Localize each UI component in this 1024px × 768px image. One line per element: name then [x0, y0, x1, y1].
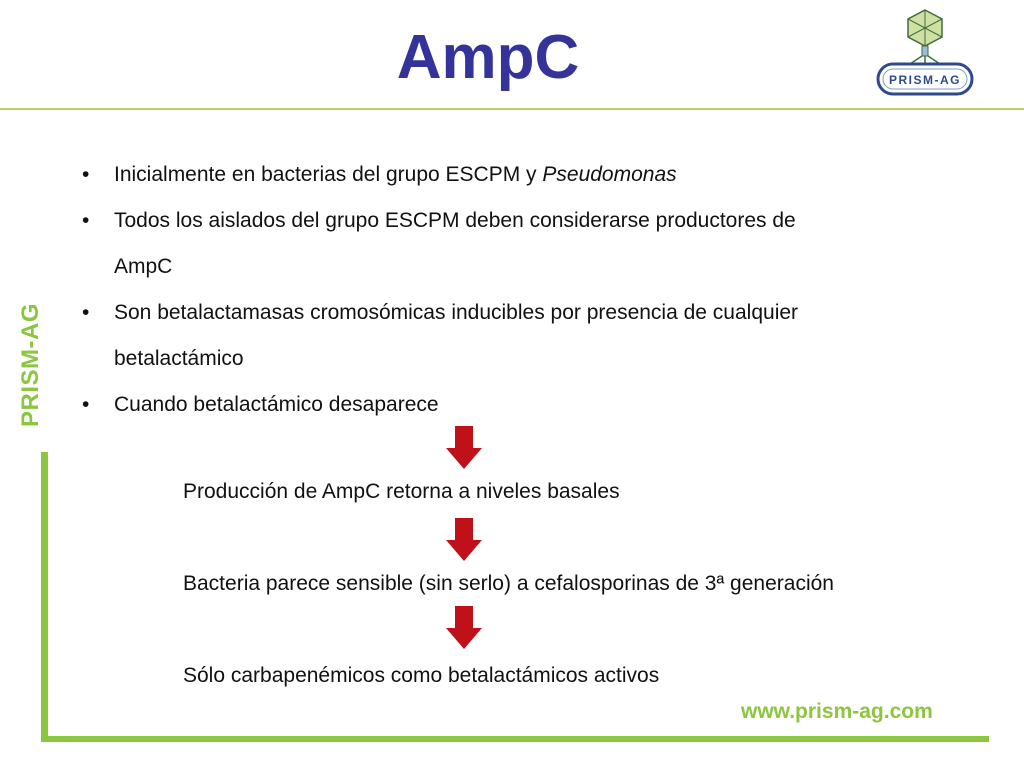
header-divider — [0, 108, 1024, 110]
down-arrow-icon — [444, 606, 484, 650]
bullet-item: • Son betalactamasas cromosómicas inducibles por presencia de cualquier betalactámico — [82, 290, 962, 382]
down-arrow-icon — [444, 426, 484, 470]
bullet-marker: • — [82, 393, 90, 416]
bullet-item: • Inicialmente en bacterias del grupo ESCPM y Pseudomonas — [82, 152, 962, 198]
bullet-item: • Cuando betalactámico desaparece — [82, 382, 962, 428]
website-url: www.prism-ag.com — [741, 700, 933, 723]
flow-step-1: Producción de AmpC retorna a niveles basales — [183, 480, 620, 503]
bullet-list — [82, 152, 962, 428]
slide-title: AmpC — [396, 23, 580, 92]
flow-step-2: Bacteria parece sensible (sin serlo) a cefalosporinas de 3ª generación — [183, 572, 834, 595]
prism-ag-logo — [870, 4, 980, 104]
bullet-marker: • — [82, 301, 90, 324]
bullet-marker: • — [82, 209, 90, 232]
frame-vertical-bar — [41, 452, 48, 742]
logo-text: PRISM-AG — [889, 73, 961, 87]
flow-step-3: Sólo carbapenémicos como betalactámicos activos — [183, 664, 660, 687]
down-arrow-icon — [444, 518, 484, 562]
bullet-marker: • — [82, 163, 90, 186]
frame-horizontal-bar — [41, 736, 989, 742]
side-brand-label: PRISM-AG — [17, 302, 44, 427]
bullet-item: • Todos los aislados del grupo ESCPM deben considerarse productores de AmpC — [82, 198, 962, 290]
